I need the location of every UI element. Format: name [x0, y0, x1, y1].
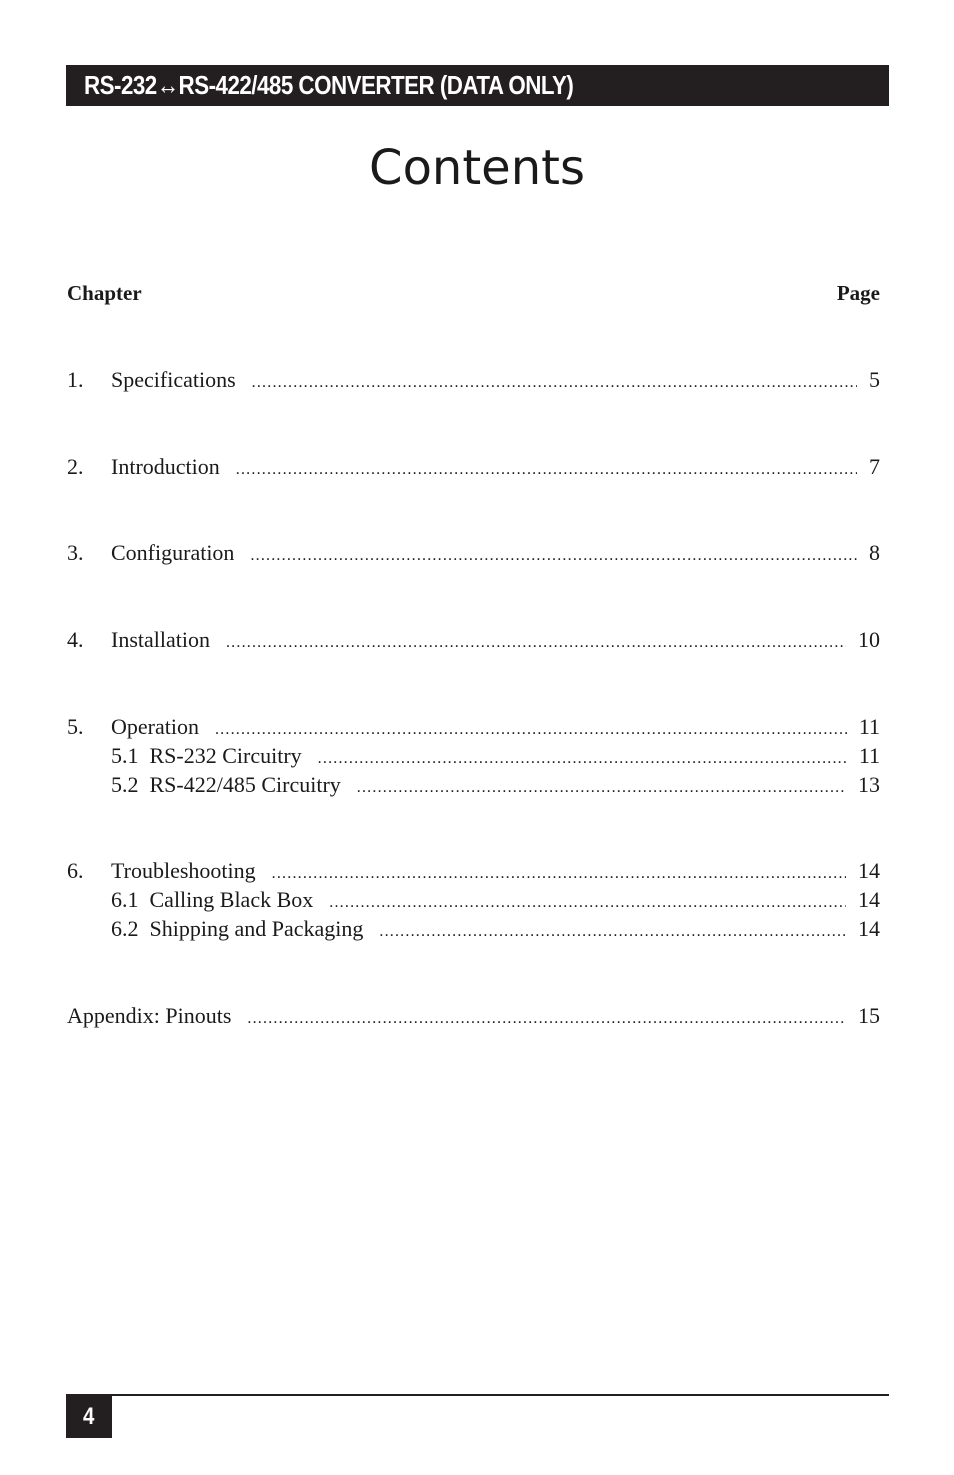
toc-entry-page: 10	[858, 627, 880, 652]
page-column-heading: Page	[836, 281, 880, 305]
toc-entry-specifications[interactable]	[67, 365, 880, 394]
toc-entry-label: Shipping and Packaging	[149, 916, 364, 941]
footer-page-number: 4	[83, 1403, 95, 1430]
toc-entry-configuration[interactable]	[67, 538, 880, 567]
toc-entry-page: 14	[858, 887, 880, 912]
toc-entry-number: 6.1	[111, 887, 139, 912]
toc-entry-number: 5.	[67, 714, 84, 739]
toc-entry-label: Operation	[111, 714, 199, 739]
dot-leader	[329, 888, 846, 917]
toc-entry-page: 7	[869, 454, 880, 479]
toc-entry-appendix-pinouts[interactable]	[67, 1001, 880, 1030]
toc-entry-introduction[interactable]	[67, 452, 880, 481]
dot-leader	[252, 368, 857, 397]
dot-leader	[357, 773, 846, 802]
footer-page-box	[66, 1396, 112, 1438]
toc-entry-number: 4.	[67, 627, 84, 652]
running-header	[66, 65, 889, 106]
dot-leader	[236, 455, 857, 484]
toc-entry-label: Configuration	[111, 540, 235, 565]
toc-entry-page: 13	[858, 772, 880, 797]
toc-entry-label: Calling Black Box	[149, 887, 314, 912]
toc-entry-number: 6.	[67, 858, 84, 883]
dot-leader	[318, 744, 847, 773]
toc-entry-page: 14	[858, 858, 880, 883]
dot-leader	[379, 917, 846, 946]
dot-leader	[247, 1004, 846, 1033]
toc-entry-page: 8	[869, 540, 880, 565]
toc-entry-label: Installation	[111, 627, 210, 652]
toc-entry-number: 1.	[67, 367, 84, 392]
page-title: Contents	[369, 140, 585, 196]
toc-entry-page: 15	[858, 1003, 880, 1028]
toc-entry-rs422-485-circuitry[interactable]	[67, 770, 880, 799]
toc-entry-label: Appendix: Pinouts	[67, 1003, 232, 1028]
toc-entry-page: 11	[858, 714, 880, 739]
toc-entry-calling-black-box[interactable]	[67, 885, 880, 914]
toc-entry-installation[interactable]	[67, 625, 880, 654]
toc-entry-label: Introduction	[111, 454, 220, 479]
toc-entry-page: 11	[858, 743, 880, 768]
toc-entry-number: 6.2	[111, 916, 139, 941]
footer-rule	[66, 1394, 889, 1396]
dot-leader	[272, 859, 846, 888]
toc-entry-operation[interactable]	[67, 712, 880, 741]
dot-leader	[215, 715, 847, 744]
dot-leader	[250, 541, 857, 570]
toc-entry-page: 14	[858, 916, 880, 941]
dot-leader	[226, 628, 846, 657]
toc-entry-number: 5.2	[111, 772, 139, 797]
toc-entry-label: RS-422/485 Circuitry	[149, 772, 341, 797]
toc-entry-troubleshooting[interactable]	[67, 856, 880, 885]
toc-entry-label: Troubleshooting	[111, 858, 256, 883]
toc-entry-number: 3.	[67, 540, 84, 565]
toc-entry-label: Specifications	[111, 367, 236, 392]
toc-entry-page: 5	[869, 367, 880, 392]
toc-entry-number: 5.1	[111, 743, 139, 768]
toc-entry-label: RS-232 Circuitry	[149, 743, 302, 768]
chapter-column-heading: Chapter	[67, 281, 142, 305]
toc-entry-shipping-and-packaging[interactable]	[67, 914, 880, 943]
header-title: RS-232↔RS-422/485 CONVERTER (DATA ONLY)	[84, 70, 574, 100]
toc-entry-number: 2.	[67, 454, 84, 479]
toc-entry-rs232-circuitry[interactable]	[67, 741, 880, 770]
